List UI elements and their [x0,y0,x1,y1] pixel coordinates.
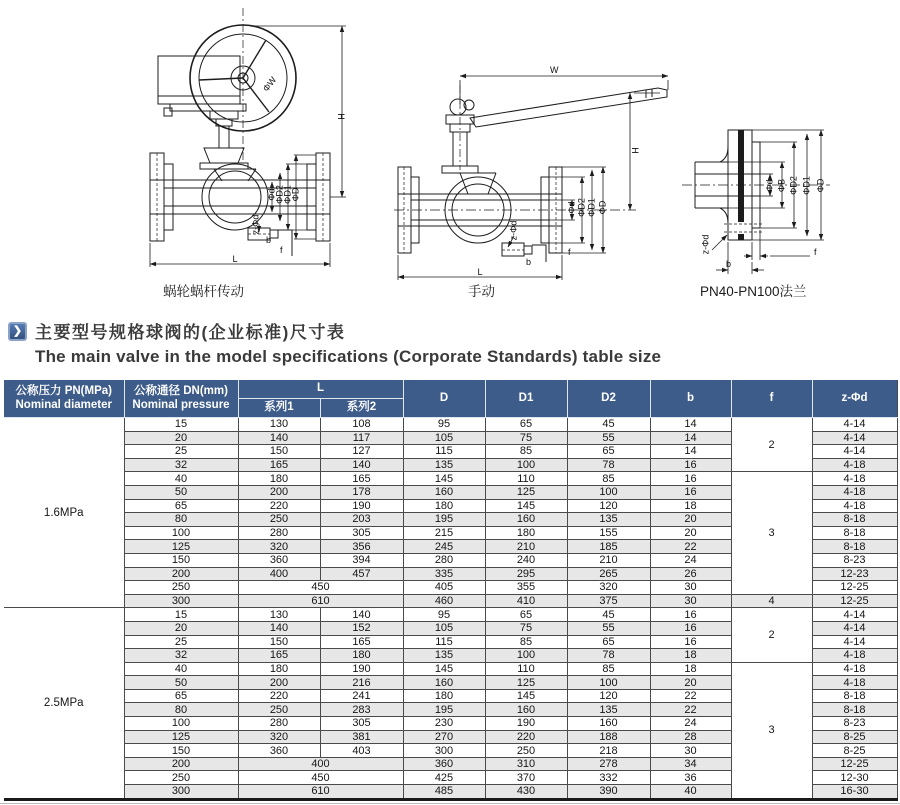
col-header-pressure-zh: 公称压力 PN(MPa) [15,385,112,398]
l-series2-cell: 180 [320,649,403,663]
d1-cell: 125 [485,676,567,690]
dn-cell: 20 [124,621,238,635]
col-header-pressure [4,380,124,418]
dn-cell: 25 [124,635,238,649]
b-cell: 16 [650,472,731,486]
dim-label-h: H [336,113,347,120]
b-cell: 18 [650,499,731,513]
d-cell: 160 [403,676,485,690]
l-series1-cell: 130 [238,608,320,622]
b-cell: 28 [650,730,731,744]
dn-cell: 80 [124,703,238,717]
d1-cell: 355 [485,581,567,595]
z-phi-d-cell: 12-25 [812,594,897,608]
z-phi-d-cell: 16-30 [812,785,897,800]
worm-gear-valve-illustration [130,0,390,300]
drawing-caption-worm: 蜗轮蜗杆传动 [163,284,244,299]
col-header-d1: D1 [485,380,567,418]
l-series2-cell: 140 [320,458,403,472]
page-title-english: The main valve in the model specifications (Corporate Standards) table size [35,347,662,366]
page-title-chinese: 主要型号规格球阀的(企业标准)尺寸表 [35,323,346,342]
l-series1-cell: 140 [238,621,320,635]
l-merged-cell: 450 [238,581,403,595]
l-series2-cell: 108 [320,418,403,432]
dn-cell: 100 [124,717,238,731]
b-cell: 22 [650,540,731,554]
d2-cell: 85 [567,662,650,676]
dn-cell: 80 [124,513,238,527]
z-phi-d-cell: 8-18 [812,689,897,703]
d-cell: 135 [403,649,485,663]
d2-cell: 45 [567,608,650,622]
d1-cell: 160 [485,703,567,717]
l-series1-cell: 180 [238,662,320,676]
l-series2-cell: 152 [320,621,403,635]
dim-label-phi-d2: ΦD2 [274,185,285,204]
d1-cell: 110 [485,662,567,676]
z-phi-d-cell: 8-18 [812,540,897,554]
d-cell: 270 [403,730,485,744]
l-series2-cell: 457 [320,567,403,581]
drawing-manual-valve [390,0,680,300]
d2-cell: 85 [567,472,650,486]
d2-cell: 45 [567,418,650,432]
page-bottom-rule [0,803,900,804]
l-series2-cell: 216 [320,676,403,690]
dn-cell: 200 [124,757,238,771]
l-series1-cell: 165 [238,649,320,663]
z-phi-d-cell: 4-14 [812,445,897,459]
z-phi-d-cell: 4-18 [812,676,897,690]
d-cell: 115 [403,445,485,459]
dim-label-phi-d: Φd [266,188,277,201]
d-cell: 160 [403,485,485,499]
d2-cell: 265 [567,567,650,581]
dn-cell: 150 [124,553,238,567]
z-phi-d-cell: 4-18 [812,649,897,663]
l-series2-cell: 381 [320,730,403,744]
drawing-caption-flange: PN40-PN100法兰 [700,284,807,299]
b-cell: 16 [650,635,731,649]
valve-spec-table [4,380,898,801]
dim-label-b: b [726,259,732,269]
dn-cell: 32 [124,458,238,472]
d-cell: 195 [403,703,485,717]
l-series2-cell: 165 [320,635,403,649]
dim-label-f: f [568,247,571,257]
d-cell: 460 [403,594,485,608]
f-value-cell: 4 [731,594,812,608]
d1-cell: 240 [485,553,567,567]
z-phi-d-cell: 8-25 [812,744,897,758]
z-phi-d-cell: 4-18 [812,485,897,499]
l-series2-cell: 403 [320,744,403,758]
d2-cell: 188 [567,730,650,744]
drawing-caption-manual: 手动 [468,284,495,299]
f-value-cell: 2 [731,608,812,662]
l-series1-cell: 250 [238,703,320,717]
b-cell: 18 [650,649,731,663]
col-header-diameter-en: Nominal pressure [132,398,230,411]
col-header-z-phi-d: z-Φd [812,380,897,418]
l-series1-cell: 200 [238,676,320,690]
d2-cell: 100 [567,676,650,690]
l-series2-cell: 283 [320,703,403,717]
col-header-d: D [403,380,485,418]
l-series2-cell: 305 [320,717,403,731]
d-cell: 115 [403,635,485,649]
spec-row [4,662,897,676]
d-cell: 360 [403,757,485,771]
l-series2-cell: 305 [320,526,403,540]
l-series1-cell: 320 [238,540,320,554]
b-cell: 14 [650,431,731,445]
d2-cell: 210 [567,553,650,567]
d-cell: 180 [403,499,485,513]
dn-cell: 65 [124,499,238,513]
z-phi-d-cell: 8-23 [812,553,897,567]
dim-label-phi-dd: ΦD [597,200,608,215]
z-phi-d-cell: 4-18 [812,499,897,513]
l-series1-cell: 220 [238,499,320,513]
d2-cell: 185 [567,540,650,554]
section-marker-icon: ❯ [8,322,27,341]
b-cell: 26 [650,567,731,581]
l-series2-cell: 190 [320,499,403,513]
dn-cell: 50 [124,485,238,499]
d2-cell: 332 [567,771,650,785]
d-cell: 280 [403,553,485,567]
col-header-l: L [238,380,403,399]
dn-cell: 125 [124,540,238,554]
d-cell: 105 [403,621,485,635]
b-cell: 34 [650,757,731,771]
z-phi-d-cell: 4-18 [812,458,897,472]
dim-label-phi-b: ΦB [776,178,787,193]
z-phi-d-cell: 4-18 [812,662,897,676]
d1-cell: 160 [485,513,567,527]
z-phi-d-cell: 8-18 [812,513,897,527]
col-header-d2: D2 [567,380,650,418]
b-cell: 30 [650,594,731,608]
col-header-diameter [124,380,238,418]
l-series1-cell: 360 [238,553,320,567]
d1-cell: 75 [485,621,567,635]
f-value-cell: 3 [731,662,812,799]
col-header-diameter-zh: 公称通径 DN(mm) [134,385,228,398]
d2-cell: 160 [567,717,650,731]
l-series2-cell: 203 [320,513,403,527]
z-phi-d-cell: 4-18 [812,472,897,486]
l-series1-cell: 280 [238,717,320,731]
z-phi-d-cell: 4-14 [812,635,897,649]
d-cell: 405 [403,581,485,595]
dn-cell: 250 [124,771,238,785]
b-cell: 14 [650,418,731,432]
b-cell: 18 [650,662,731,676]
d2-cell: 320 [567,581,650,595]
d1-cell: 295 [485,567,567,581]
d1-cell: 370 [485,771,567,785]
dim-label-h: H [630,147,641,154]
spec-row [4,608,897,622]
dn-cell: 250 [124,581,238,595]
dim-label-z-phi-d: z-Φd [700,234,711,255]
d2-cell: 390 [567,785,650,800]
d2-cell: 375 [567,594,650,608]
dn-cell: 150 [124,744,238,758]
d2-cell: 218 [567,744,650,758]
dn-cell: 50 [124,676,238,690]
dn-cell: 32 [124,649,238,663]
l-series1-cell: 320 [238,730,320,744]
b-cell: 22 [650,703,731,717]
b-cell: 30 [650,744,731,758]
l-merged-cell: 610 [238,594,403,608]
z-phi-d-cell: 4-14 [812,608,897,622]
d2-cell: 278 [567,757,650,771]
d-cell: 95 [403,418,485,432]
d2-cell: 65 [567,445,650,459]
b-cell: 20 [650,526,731,540]
d1-cell: 110 [485,472,567,486]
dim-label-l: L [232,254,238,264]
z-phi-d-cell: 4-14 [812,418,897,432]
z-phi-d-cell: 8-18 [812,526,897,540]
dim-label-l: L [477,267,483,277]
d1-cell: 65 [485,418,567,432]
col-header-pressure-en: Nominal diameter [15,398,112,411]
b-cell: 16 [650,621,731,635]
b-cell: 16 [650,485,731,499]
dim-label-phi-d: Φd [566,201,577,214]
d1-cell: 75 [485,431,567,445]
drawing-flange-section [670,0,900,300]
d-cell: 230 [403,717,485,731]
d2-cell: 135 [567,513,650,527]
l-series1-cell: 250 [238,513,320,527]
d-cell: 300 [403,744,485,758]
technical-drawings [0,0,900,308]
d2-cell: 155 [567,526,650,540]
dn-cell: 300 [124,785,238,800]
d-cell: 145 [403,472,485,486]
l-series1-cell: 200 [238,485,320,499]
z-phi-d-cell: 4-14 [812,431,897,445]
z-phi-d-cell: 8-23 [812,717,897,731]
d1-cell: 310 [485,757,567,771]
dim-label-phi-dd: ΦD [290,187,301,202]
d2-cell: 100 [567,485,650,499]
l-series1-cell: 360 [238,744,320,758]
l-series2-cell: 117 [320,431,403,445]
dn-cell: 15 [124,418,238,432]
d2-cell: 135 [567,703,650,717]
spec-row [4,472,897,486]
z-phi-d-cell: 8-18 [812,703,897,717]
d2-cell: 55 [567,621,650,635]
dn-cell: 20 [124,431,238,445]
dim-label-phi-w: ΦW [260,74,279,94]
d1-cell: 100 [485,649,567,663]
d2-cell: 55 [567,431,650,445]
d1-cell: 85 [485,635,567,649]
l-series2-cell: 241 [320,689,403,703]
col-header-series1: 系列1 [238,399,320,418]
dim-label-b: b [266,235,272,245]
d1-cell: 180 [485,526,567,540]
dim-label-f: f [814,247,817,257]
dim-label-phi-d: Φd [764,179,775,192]
d-cell: 335 [403,567,485,581]
d1-cell: 250 [485,744,567,758]
z-phi-d-cell: 12-30 [812,771,897,785]
dn-cell: 100 [124,526,238,540]
d1-cell: 125 [485,485,567,499]
d-cell: 145 [403,662,485,676]
z-phi-d-cell: 8-25 [812,730,897,744]
l-series1-cell: 180 [238,472,320,486]
d-cell: 215 [403,526,485,540]
d-cell: 105 [403,431,485,445]
l-series1-cell: 130 [238,418,320,432]
d2-cell: 120 [567,689,650,703]
d1-cell: 190 [485,717,567,731]
b-cell: 14 [650,445,731,459]
d1-cell: 145 [485,499,567,513]
b-cell: 30 [650,581,731,595]
b-cell: 24 [650,553,731,567]
l-series2-cell: 140 [320,608,403,622]
l-merged-cell: 400 [238,757,403,771]
d-cell: 425 [403,771,485,785]
col-header-series2: 系列2 [320,399,403,418]
d-cell: 485 [403,785,485,800]
dn-cell: 25 [124,445,238,459]
l-series2-cell: 356 [320,540,403,554]
d1-cell: 410 [485,594,567,608]
f-value-cell: 3 [731,472,812,594]
d1-cell: 85 [485,445,567,459]
l-merged-cell: 450 [238,771,403,785]
d-cell: 245 [403,540,485,554]
z-phi-d-cell: 12-23 [812,567,897,581]
dn-cell: 15 [124,608,238,622]
drawing-worm-gear-valve [130,0,390,300]
pressure-group-label: 1.6MPa [4,418,124,608]
b-cell: 40 [650,785,731,800]
b-cell: 22 [650,689,731,703]
l-series1-cell: 280 [238,526,320,540]
l-series1-cell: 400 [238,567,320,581]
d2-cell: 78 [567,649,650,663]
z-phi-d-cell: 12-25 [812,581,897,595]
f-value-cell: 2 [731,418,812,472]
spec-row [4,418,897,432]
dim-label-w: W [550,65,559,75]
l-series2-cell: 178 [320,485,403,499]
d-cell: 195 [403,513,485,527]
b-cell: 20 [650,676,731,690]
dim-label-phi-d1: ΦD1 [801,176,812,195]
d1-cell: 65 [485,608,567,622]
l-series2-cell: 190 [320,662,403,676]
b-cell: 24 [650,717,731,731]
d1-cell: 145 [485,689,567,703]
l-merged-cell: 610 [238,785,403,800]
l-series2-cell: 127 [320,445,403,459]
dim-label-z-phi-d: z-Φd [250,214,261,235]
dim-label-phi-dd: ΦD [815,178,826,193]
dn-cell: 40 [124,662,238,676]
d2-cell: 120 [567,499,650,513]
l-series1-cell: 165 [238,458,320,472]
l-series2-cell: 165 [320,472,403,486]
dim-label-phi-d2: ΦD2 [788,176,799,195]
d1-cell: 210 [485,540,567,554]
dim-label-phi-d2: ΦD2 [576,198,587,217]
d2-cell: 65 [567,635,650,649]
d1-cell: 430 [485,785,567,800]
dn-cell: 40 [124,472,238,486]
d1-cell: 100 [485,458,567,472]
b-cell: 36 [650,771,731,785]
dn-cell: 125 [124,730,238,744]
dim-label-f: f [280,245,283,255]
dim-label-b: b [526,257,532,267]
d-cell: 180 [403,689,485,703]
d2-cell: 78 [567,458,650,472]
dim-label-phi-d1: ΦD1 [586,198,597,217]
z-phi-d-cell: 4-14 [812,621,897,635]
l-series1-cell: 140 [238,431,320,445]
l-series1-cell: 220 [238,689,320,703]
dn-cell: 200 [124,567,238,581]
b-cell: 16 [650,458,731,472]
col-header-f: f [731,380,812,418]
spec-row [4,594,897,608]
dim-label-phi-d1: ΦD1 [282,185,293,204]
dn-cell: 65 [124,689,238,703]
title-block [8,318,892,367]
l-series1-cell: 150 [238,445,320,459]
b-cell: 20 [650,513,731,527]
d-cell: 95 [403,608,485,622]
d-cell: 135 [403,458,485,472]
b-cell: 16 [650,608,731,622]
dim-label-z-phi-d: z-Φd [508,220,519,241]
pressure-group-label: 2.5MPa [4,608,124,799]
z-phi-d-cell: 12-25 [812,757,897,771]
l-series1-cell: 150 [238,635,320,649]
l-series2-cell: 394 [320,553,403,567]
col-header-b: b [650,380,731,418]
dn-cell: 300 [124,594,238,608]
d1-cell: 220 [485,730,567,744]
